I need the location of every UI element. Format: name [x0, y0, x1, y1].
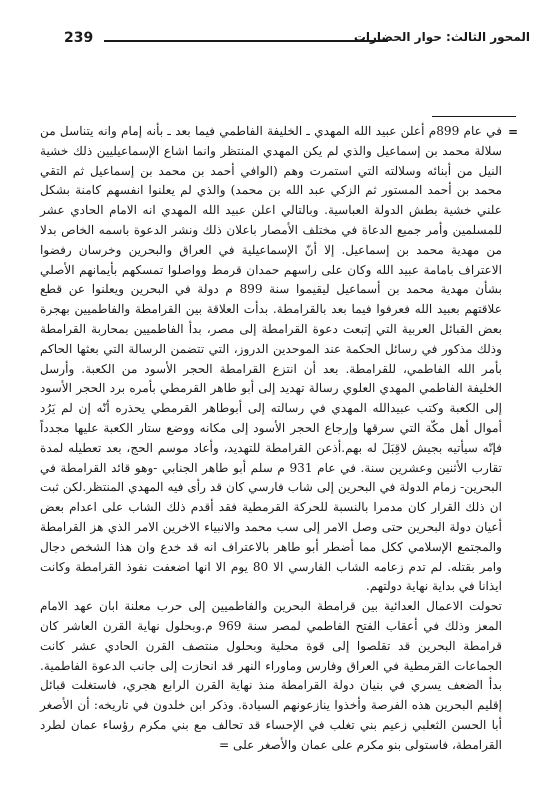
chapter-title: المحور الثالث: حوار الحضارات: [353, 30, 530, 44]
footnote-continuation-marker: =: [507, 125, 518, 139]
footnote-separator: [432, 116, 516, 117]
running-header: [12, 30, 538, 52]
header-rule: [104, 40, 388, 42]
footnote-body: [40, 122, 502, 756]
page-number: 239: [64, 30, 94, 46]
paragraph: تحولت الاعمال العدائية بين قرامطة البحرين والفاطميين إلى حرب معلنة ابان عهد الامام المعز وذلك في أعقاب الفتح الفاطمي لمصر سنة 969 م.وبحلول نهاية القرن العاشر كان قرامطة البحرين قد تقلصوا إلى قوة محلية وبحلول منتصف القرن الحادي عشر كانت الجماعات القرمطية في العراق وفارس وماوراء النهر قد انحازت إلى جانب الدعوة الفاطمية. بدأ الضعف يسري في بنيان دولة القرامطة منذ نهاية القرن الرابع هجري، فاستغلت قبائل إقليم البحرين هذه الفرصة وأخذوا ينازعونهم السيادة. وذكر ابن خلدون في تاريخه: أن الأصغر أبا الحسن الثعلبي زعيم بني تغلب في الإحساء قد تحالف مع بني مكرم رؤساء عمان لطرد القرامطة، فاستولى بنو مكرم على عمان والأصغر على =: [40, 599, 502, 752]
paragraph: في عام 899م أعلن عبيد الله المهدي ـ الخليفة الفاطمي فيما بعد ـ بأنه إمام وانه يتناسل من سلالة محمد بن إسماعيل والذي لم يكن المهدي المنتظر وانما اشاع الإسماعيليين ذلك خشية النيل من أبنائه وسلالته التي استمرت وهم (الوافي أحمد بن محمد بن إسماعيل ثم التقي محمد بن أحمد المستور ثم الزكي عبد الله بن محمد) والذي لم يعلنوا انفسهم كامنة بشكل علني خشية بطش الدولة العباسية. وبالتالي اعلن عبيد الله المهدي انه الامام الحادي عشر للمسلمين وأمر جميع الدعاة في مختلف الأمصار باعلان ذلك ونشر الدعوة باسمه الخاص بدلا من مهدية محمد بن إسماعيل. إلا أنّ الإسماعيلية في العراق والبحرين وخرسان رفضوا الاعتراف بامامة عبيد الله وكان على راسهم حمدان قرمط وواصلوا تمسكهم بأيمانهم الأصلي بشأن مهدية محمد بن أسماعيل ليقيموا سنة 899 م دولة في البحرين ويعلنوا عن قطع علاقتهم بعبيد الله فعرفوا فيما بعد بالقرامطة. بدأت العلاقة بين القرامطة والفاطميين بهجرة بعض القبائل العربية التي إتبعت دعوة القرامطة إلى مصر، بدأ الفاطميين بمحاربة القرامطة وذلك مذكور في رسائل الحكمة عند الموحدين الدروز، التي تتضمن الرسالة التي بعثها الحاكم بأمر الله الفاطمي، للقرامطة. بعد أن انتزع القرامطة الحجر الأسود من الكعبة. وأرسل الخليفة الفاطمي المهدي العلوي رسالة تهديد إلى أبو طاهر القرمطي بأمره برد الحجر الأسود إلى الكعبة وكتب عبيدالله المهدي في رسالته إلى أبوطاهر القرمطي يحذره أنّه إن لم يَرُد أموال أهل مكّة التي سرقها وإرجاع الحجر الأسود إلى مكانه ووضع ستار الكعبة عليها مجدداً فإنّه سيأتيه بجيش لاقِبَلَ له بهم.أذعن القرامطة للتهديد، وأعاد موسم الحج، بعد تعطيله لمدة تقارب الأثنين وعشرين سنة. في عام 931 م سلم أبو طاهر الجنابي -وهو قائد القرامطة في البحرين- زمام الدولة في البحرين إلى شاب فارسي كان قد رأى فيه المهدي المنتظر.لكن ثبت ان ذلك القرار كان مدمرا بالنسبة للحركة القرمطية فقد أقدم ذلك الشاب على اعدام بعض أعيان دولة البحرين حتى وصل الامر إلى سب محمد والانبياء الاخرين الامر الذي هز القرامطة والمجتمع الإسلامي ككل مما أضطر أبو طاهر بالاعتراف انه قد خدع وان هذا الشخص دجال وامر بقتله. لم تدم زعامه الشاب الفارسي الا 80 يوم الا انها اضعفت نفوذ القرامطة وكانت ايذانا في بداية نهاية دولتهم.: [40, 124, 502, 594]
